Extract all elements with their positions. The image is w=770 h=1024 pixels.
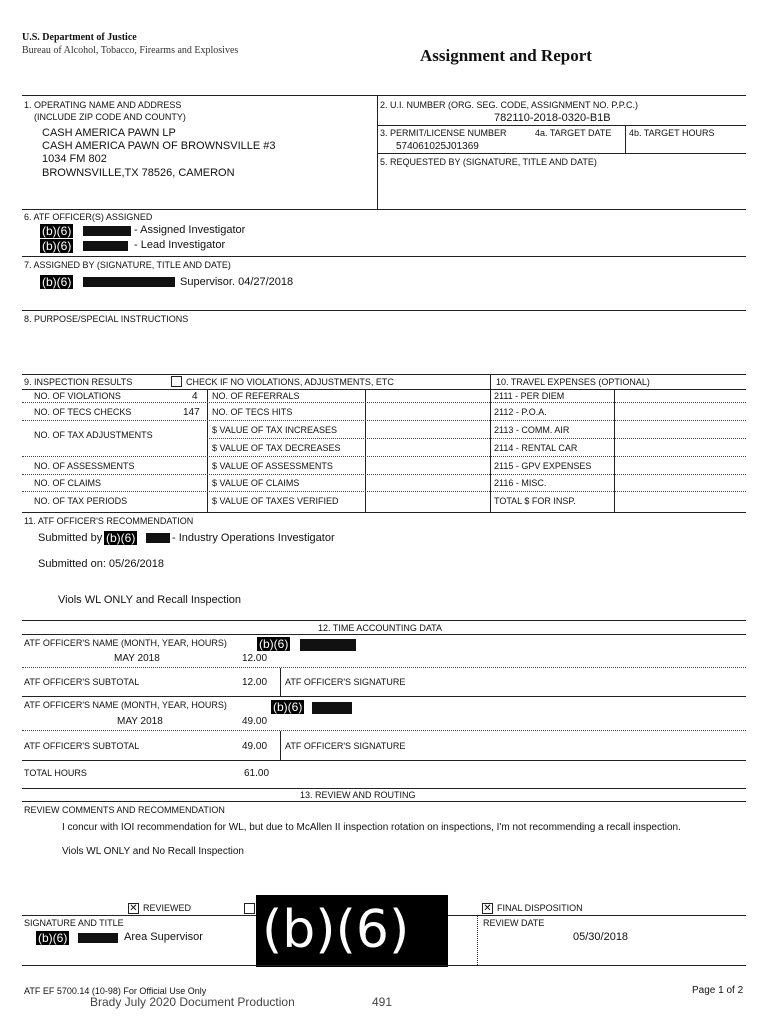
tecs-checks-label: NO. OF TECS CHECKS <box>34 407 132 417</box>
target-date-label: 4a. TARGET DATE <box>535 128 612 138</box>
form-title: Assignment and Report <box>420 46 592 65</box>
travel-item: 2112 - P.O.A. <box>494 407 547 417</box>
total-hours-label: TOTAL HOURS <box>24 768 87 778</box>
officer-name-label: ATF OFFICER'S NAME (MONTH, YEAR, HOURS) <box>24 638 227 648</box>
subtotal1-label: ATF OFFICER'S SUBTOTAL <box>24 677 140 687</box>
travel-item: 2113 - COMM. AIR <box>494 425 570 435</box>
divider <box>22 209 746 210</box>
claims-value-label: $ VALUE OF CLAIMS <box>212 478 300 488</box>
redaction-box: (b)(6) <box>259 637 289 651</box>
taxes-verified-label: $ VALUE OF TAXES VERIFIED <box>212 496 339 506</box>
redaction-box <box>146 533 170 543</box>
section8-label: 8. PURPOSE/SPECIAL INSTRUCTIONS <box>24 314 189 324</box>
submitted-by-prefix: Submitted by <box>38 532 103 544</box>
divider <box>377 153 746 154</box>
subtotal1-value: 12.00 <box>242 677 268 688</box>
production-stamp: Brady July 2020 Document Production <box>90 995 295 1009</box>
divider <box>22 788 746 789</box>
review-comments-label: REVIEW COMMENTS AND RECOMMENDATION <box>24 805 225 815</box>
travel-item: 2116 - MISC. <box>494 478 547 488</box>
divider <box>377 125 746 126</box>
section9-label: 9. INSPECTION RESULTS <box>24 377 133 387</box>
target-hours-label: 4b. TARGET HOURS <box>629 128 715 138</box>
divider <box>22 402 746 403</box>
travel-item: 2115 - GPV EXPENSES <box>494 461 592 471</box>
divider <box>377 95 378 209</box>
operating-name-line: CASH AMERICA PAWN LP <box>42 127 176 139</box>
travel-total-label: TOTAL $ FOR INSP. <box>494 496 576 506</box>
redaction-box: (b)(6) <box>42 239 72 253</box>
review-comment: I concur with IOI recommendation for WL, but due to McAllen II inspection rotation on inspections, I'm not recommending a recall inspection. <box>62 822 681 833</box>
tecs-checks-value: 147 <box>183 407 200 418</box>
final-disposition-checkbox[interactable]: ✕ <box>483 903 492 914</box>
tax-increases-label: $ VALUE OF TAX INCREASES <box>212 425 338 435</box>
divider <box>22 667 746 668</box>
divider <box>22 474 746 475</box>
permit-number: 574061025J01369 <box>396 141 479 152</box>
submitted-by-role: - Industry Operations Investigator <box>172 532 335 544</box>
officer1-role: - Assigned Investigator <box>134 224 246 236</box>
signature-title-label: SIGNATURE AND TITLE <box>24 918 124 928</box>
divider <box>22 389 746 390</box>
divider <box>22 456 746 457</box>
redaction-box <box>312 702 352 714</box>
officer-recommendation: Viols WL ONLY and Recall Inspection <box>58 594 242 606</box>
divider <box>22 491 746 492</box>
large-redaction-box: (b)(6) <box>256 895 448 967</box>
unlabeled-checkbox[interactable] <box>244 903 255 914</box>
redaction-box <box>83 241 128 251</box>
divider <box>22 512 746 513</box>
redaction-box <box>300 639 356 651</box>
divider <box>22 634 746 635</box>
form-identifier: ATF EF 5700.14 (10-98) For Official Use Only <box>24 986 207 996</box>
review-date-value: 05/30/2018 <box>573 931 629 943</box>
no-violations-label: CHECK IF NO VIOLATIONS, ADJUSTMENTS, ETC <box>186 377 394 387</box>
tax-decreases-label: $ VALUE OF TAX DECREASES <box>212 443 341 453</box>
section7-label: 7. ASSIGNED BY (SIGNATURE, TITLE AND DATE) <box>24 260 231 270</box>
divider <box>22 696 746 697</box>
assessments-label: NO. OF ASSESSMENTS <box>34 461 135 471</box>
referrals-label: NO. OF REFERRALS <box>212 391 300 401</box>
divider <box>22 730 746 731</box>
page-indicator: Page 1 of 2 <box>692 985 744 996</box>
redaction-box <box>83 226 131 236</box>
page-stamp-number: 491 <box>372 995 393 1009</box>
redaction-box: (b)(6) <box>38 931 68 945</box>
divider <box>22 256 746 257</box>
submitted-on: Submitted on: 05/26/2018 <box>38 558 164 570</box>
violations-label: NO. OF VIOLATIONS <box>34 391 121 401</box>
divider <box>280 731 281 760</box>
travel-item: 2114 - RENTAL CAR <box>494 443 578 453</box>
divider <box>477 915 478 965</box>
entry2-period: MAY 2018 <box>117 716 163 727</box>
subtotal2-value: 49.00 <box>242 741 268 752</box>
address-line: 1034 FM 802 <box>42 153 107 165</box>
divider <box>207 438 746 439</box>
assigned-by-value: Supervisor. 04/27/2018 <box>180 276 294 288</box>
divider <box>22 965 746 966</box>
reviewed-label: REVIEWED <box>143 903 192 913</box>
total-hours-value: 61.00 <box>244 768 270 779</box>
bureau-name: Bureau of Alcohol, Tobacco, Firearms and Explosives <box>22 45 239 56</box>
divider <box>22 801 746 802</box>
section1-sublabel: (INCLUDE ZIP CODE AND COUNTY) <box>34 112 186 122</box>
review-comment: Viols WL ONLY and No Recall Inspection <box>62 846 244 857</box>
section13-title: 13. REVIEW AND ROUTING <box>300 790 416 800</box>
subtotal2-label: ATF OFFICER'S SUBTOTAL <box>24 741 140 751</box>
address-line: BROWNSVILLE,TX 78526, CAMERON <box>42 167 235 179</box>
divider <box>614 389 615 512</box>
tax-adjustments-label: NO. OF TAX ADJUSTMENTS <box>34 430 153 440</box>
divider <box>625 125 626 153</box>
final-disposition-label: FINAL DISPOSITION <box>497 903 583 913</box>
agency-name: U.S. Department of Justice <box>22 32 137 43</box>
section2-label: 2. U.I. NUMBER (ORG. SEG. CODE, ASSIGNMENT NO. P.P.C.) <box>380 100 639 110</box>
entry1-period: MAY 2018 <box>114 653 160 664</box>
reviewed-checkbox[interactable]: ✕ <box>129 903 138 914</box>
divider <box>22 760 746 761</box>
redaction-box <box>78 933 118 943</box>
divider <box>365 389 366 512</box>
officer-name-label: ATF OFFICER'S NAME (MONTH, YEAR, HOURS) <box>24 700 227 710</box>
assessments-value-label: $ VALUE OF ASSESSMENTS <box>212 461 333 471</box>
section6-label: 6. ATF OFFICER(S) ASSIGNED <box>24 212 153 222</box>
no-violations-checkbox[interactable] <box>171 376 182 387</box>
ui-number: 782110-2018-0320-B1B <box>494 112 611 124</box>
review-date-label: REVIEW DATE <box>483 918 545 928</box>
section11-label: 11. ATF OFFICER'S RECOMMENDATION <box>24 516 194 526</box>
divider <box>207 389 208 512</box>
section12-title: 12. TIME ACCOUNTING DATA <box>318 623 443 633</box>
section1-label: 1. OPERATING NAME AND ADDRESS <box>24 100 182 110</box>
entry2-hours: 49.00 <box>242 716 268 727</box>
signature-title: Area Supervisor <box>124 931 203 943</box>
divider <box>22 95 746 96</box>
tecs-hits-label: NO. OF TECS HITS <box>212 407 293 417</box>
divider <box>22 420 746 421</box>
section3-label: 3. PERMIT/LICENSE NUMBER <box>380 128 507 138</box>
section5-label: 5. REQUESTED BY (SIGNATURE, TITLE AND DATE) <box>380 157 597 167</box>
operating-name-line: CASH AMERICA PAWN OF BROWNSVILLE #3 <box>42 140 276 152</box>
section10-label: 10. TRAVEL EXPENSES (OPTIONAL) <box>496 377 650 387</box>
violations-value: 4 <box>192 391 198 402</box>
divider <box>22 310 746 311</box>
entry1-hours: 12.00 <box>242 653 268 664</box>
officer2-role: - Lead Investigator <box>134 239 226 251</box>
signature2-label: ATF OFFICER'S SIGNATURE <box>285 741 406 751</box>
signature1-label: ATF OFFICER'S SIGNATURE <box>285 677 406 687</box>
redaction-box <box>83 277 175 287</box>
divider <box>280 668 281 696</box>
divider <box>22 620 746 621</box>
claims-label: NO. OF CLAIMS <box>34 478 102 488</box>
tax-periods-label: NO. OF TAX PERIODS <box>34 496 128 506</box>
redaction-box: (b)(6) <box>273 700 303 714</box>
redaction-box: (b)(6) <box>42 224 72 238</box>
travel-item: 2111 - PER DIEM <box>494 391 565 401</box>
redaction-box: (b)(6) <box>106 531 136 545</box>
divider <box>22 374 746 375</box>
redaction-box: (b)(6) <box>42 275 72 289</box>
